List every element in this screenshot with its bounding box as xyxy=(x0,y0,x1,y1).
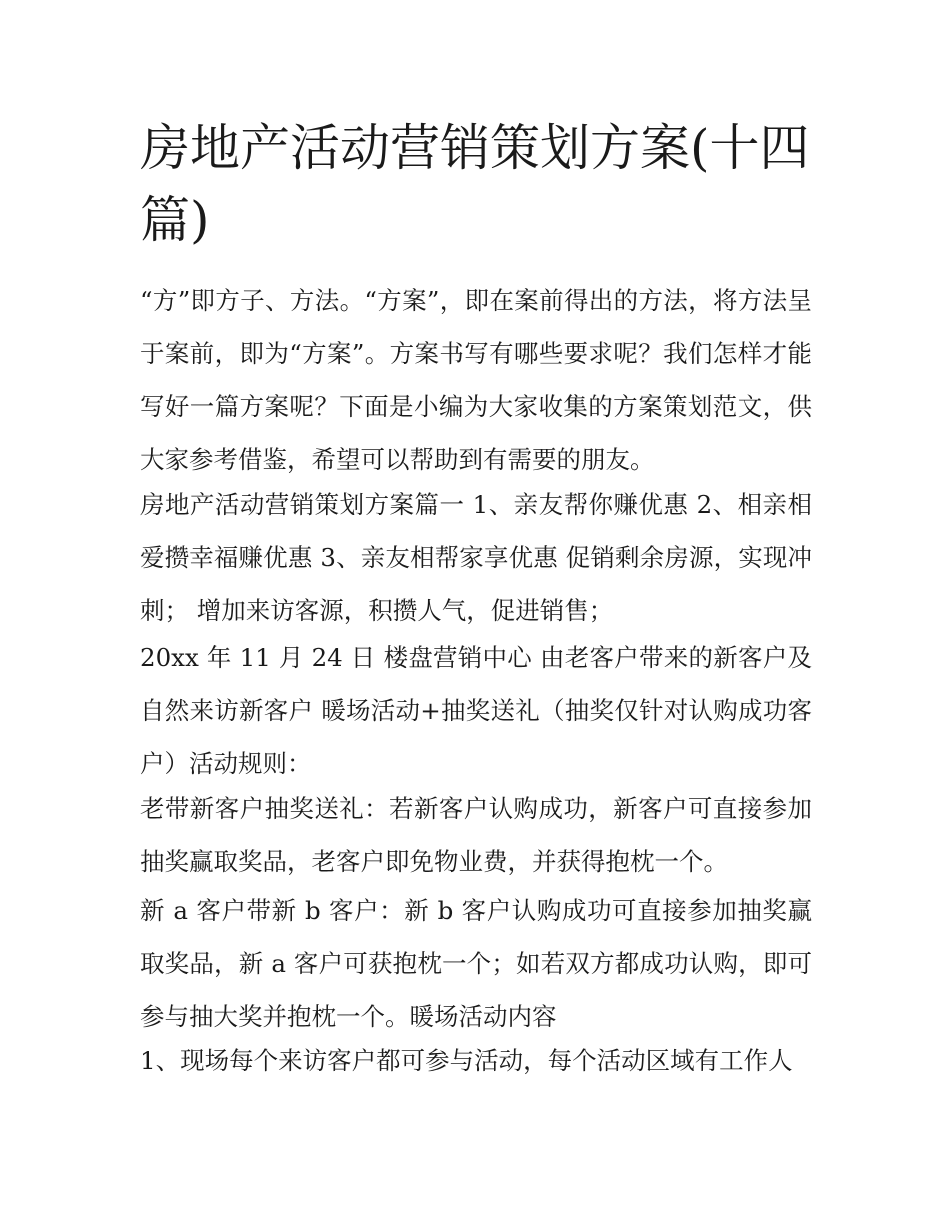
new-customer-rule-paragraph: 新 a 客户带新 b 客户：新 b 客户认购成功可直接参加抽奖赢取奖品，新 a 客户可获抱枕一个；如若双方都成功认购，即可参与抽大奖并抱枕一个。暖场活动内容 xyxy=(140,896,812,1031)
intro-paragraph: “方”即方子、方法。“方案”，即在案前得出的方法，将方法呈于案前，即为“方案”。方案书写有哪些要求呢？我们怎样才能写好一篇方案呢？下面是小编为大家收集的方案策划范文，供大家参考借鉴，希望可以帮助到有需要的朋友。 xyxy=(140,286,812,474)
activity-item-paragraph: 1、现场每个来访客户都可参与活动，每个活动区域有工作人 xyxy=(140,1046,793,1075)
document-title: 房地产活动营销策划方案(十四篇) xyxy=(140,119,810,249)
event-info-paragraph: 20xx 年 11 月 24 日 楼盘营销中心 由老客户带来的新客户及自然来访新客户 暖场活动+抽奖送礼（抽奖仅针对认购成功客户）活动规则： xyxy=(140,643,812,778)
section-one-paragraph: 房地产活动营销策划方案篇一 1、亲友帮你赚优惠 2、相亲相爱攒幸福赚优惠 3、亲友相帮家享优惠 促销剩余房源，实现冲刺； 增加来访客源，积攒人气，促进销售； xyxy=(140,490,812,625)
referral-rule-paragraph: 老带新客户抽奖送礼：若新客户认购成功，新客户可直接参加抽奖赢取奖品，老客户即免物业费，并获得抱枕一个。 xyxy=(140,794,812,876)
